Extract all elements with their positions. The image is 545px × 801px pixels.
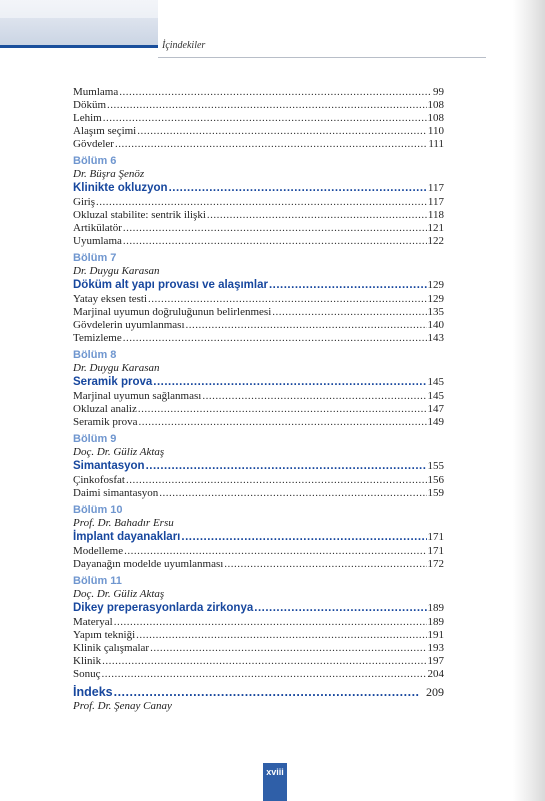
dot-leader (136, 629, 426, 642)
dot-leader (123, 235, 427, 248)
dot-leader (146, 459, 427, 474)
toc-entry-title: Döküm (73, 99, 106, 111)
toc-entry-page: 129 (427, 293, 444, 305)
toc-entry-page: 121 (427, 222, 444, 234)
chapter-heading-title: Seramik prova (73, 376, 153, 388)
index-author: Prof. Dr. Şenay Canay (73, 700, 172, 712)
header-accent-rule (0, 45, 158, 48)
chapter-number: Bölüm 7 (73, 252, 117, 264)
chapter-heading-page: 117 (427, 182, 444, 194)
toc-entry-page: 118 (427, 209, 444, 221)
chapter-author: Dr. Duygu Karasan (73, 362, 160, 374)
toc-entry-title: Klinik çalışmalar (73, 642, 150, 654)
toc-entry-title: Gövdelerin uyumlanması (73, 319, 185, 331)
toc-entry-title: Artikülatör (73, 222, 122, 234)
toc-entry-title: Mumlama (73, 86, 119, 98)
toc-entry-page: 189 (427, 616, 444, 628)
dot-leader (138, 403, 427, 416)
dot-leader (102, 655, 426, 668)
toc-entry-page: 197 (427, 655, 444, 667)
dot-leader (186, 319, 427, 332)
dot-leader (123, 222, 427, 235)
dot-leader (148, 293, 426, 306)
chapter-author: Prof. Dr. Bahadır Ersu (73, 517, 174, 529)
toc-entry-title: Marjinal uyumun doğruluğunun belirlenmesi (73, 306, 272, 318)
toc-entry (73, 558, 444, 571)
dot-leader (123, 332, 427, 345)
toc-entry (73, 222, 444, 235)
dot-leader (124, 545, 426, 558)
chapter-heading (73, 375, 444, 390)
toc-entry-title: Modelleme (73, 545, 124, 557)
toc-entry (73, 403, 444, 416)
toc-entry (73, 390, 444, 403)
toc-entry-page: 108 (427, 99, 444, 111)
toc-entry-page: 140 (427, 319, 444, 331)
chapter-heading-title: Simantasyon (73, 460, 145, 472)
chapter-heading (73, 459, 444, 474)
toc-entry-page: 156 (427, 474, 444, 486)
toc-entry-page: 99 (433, 86, 444, 98)
toc-entry-page: 147 (427, 403, 444, 415)
toc-entry (73, 668, 444, 681)
chapter-heading-title: Döküm alt yapı provası ve alaşımlar (73, 279, 268, 291)
toc-entry-title: Dayanağın modelde uyumlanması (73, 558, 224, 570)
toc-entry-page: 145 (427, 390, 444, 402)
chapter-heading (73, 278, 444, 293)
index-heading (73, 684, 444, 700)
toc-entry (73, 86, 444, 99)
toc-entry (73, 235, 444, 248)
dot-leader (254, 601, 426, 616)
toc-entry (73, 545, 444, 558)
toc-entry (73, 125, 444, 138)
toc-entry (73, 319, 444, 332)
toc-entry (73, 306, 444, 319)
page-number: xviii (266, 767, 284, 777)
chapter-heading (73, 181, 444, 196)
chapter-author: Doç. Dr. Güliz Aktaş (73, 446, 165, 458)
dot-leader (138, 416, 426, 429)
toc-entry (73, 655, 444, 668)
toc-entry-page: 149 (427, 416, 444, 428)
toc-entry-title: Alaşım seçimi (73, 125, 137, 137)
toc-entry-page: 171 (427, 545, 444, 557)
toc-entry (73, 196, 444, 209)
toc-entry-title: Çinkofosfat (73, 474, 125, 486)
chapter-heading-title: İmplant dayanakları (73, 531, 181, 543)
dot-leader (137, 125, 427, 138)
dot-leader (96, 196, 427, 209)
dot-leader (224, 558, 426, 571)
chapter-heading (73, 601, 444, 616)
dot-leader (169, 181, 427, 196)
chapter-number: Bölüm 11 (73, 575, 122, 587)
toc-entry (73, 293, 444, 306)
toc-entry-title: Seramik prova (73, 416, 138, 428)
chapter-author: Dr. Duygu Karasan (73, 265, 160, 277)
toc-entry-title: Lehim (73, 112, 102, 124)
toc-entry-title: Materyal (73, 616, 113, 628)
page-header-title: İçindekiler (162, 40, 206, 51)
dot-leader (202, 390, 426, 403)
header-divider (158, 57, 486, 58)
toc-entry-title: Uyumlama (73, 235, 122, 247)
index-heading-title: İndeks (73, 685, 113, 699)
dot-leader (150, 642, 426, 655)
dot-leader (153, 375, 426, 390)
toc-entry (73, 99, 444, 112)
dot-leader (103, 112, 427, 125)
chapter-heading-page: 189 (427, 602, 444, 614)
chapter-number: Bölüm 9 (73, 433, 117, 445)
dot-leader (107, 99, 427, 112)
toc-entry-page: 159 (427, 487, 444, 499)
page-edge-shadow (513, 0, 545, 801)
chapter-heading-page: 145 (427, 376, 444, 388)
toc-entry-title: Okluzal stabilite: sentrik ilişki (73, 209, 206, 221)
toc-entry (73, 209, 444, 222)
toc-entry-page: 108 (427, 112, 444, 124)
toc-entry-title: Yatay eksen testi (73, 293, 148, 305)
toc-entry (73, 416, 444, 429)
toc-entry-page: 111 (428, 138, 444, 150)
toc-entry-page: 193 (427, 642, 444, 654)
dot-leader (102, 668, 427, 681)
chapter-number: Bölüm 10 (73, 504, 123, 516)
toc-entry-title: Daimi simantasyon (73, 487, 159, 499)
toc-entry-page: 117 (427, 196, 444, 208)
chapter-author: Dr. Büşra Şenöz (73, 168, 145, 180)
toc-entry (73, 642, 444, 655)
dot-leader (119, 86, 432, 99)
toc-entry-title: Okluzal analiz (73, 403, 137, 415)
toc-entry-title: Yapım tekniği (73, 629, 136, 641)
toc-entry-title: Sonuç (73, 668, 101, 680)
toc-entry (73, 138, 444, 151)
chapter-author: Doç. Dr. Güliz Aktaş (73, 588, 165, 600)
dot-leader (115, 138, 427, 151)
chapter-heading-page: 171 (427, 531, 444, 543)
dot-leader (269, 278, 427, 293)
dot-leader (181, 530, 426, 545)
dot-leader (159, 487, 426, 500)
chapter-number: Bölüm 6 (73, 155, 117, 167)
chapter-heading-page: 155 (427, 460, 444, 472)
dot-leader (272, 306, 426, 319)
toc-entry (73, 332, 444, 345)
toc-entry-title: Klinik (73, 655, 102, 667)
index-heading-page: 209 (426, 685, 444, 699)
toc-entry-title: Gövdeler (73, 138, 114, 150)
toc-entry (73, 487, 444, 500)
toc-entry-title: Temizleme (73, 332, 122, 344)
chapter-heading-page: 129 (427, 279, 444, 291)
toc-entry (73, 616, 444, 629)
chapter-heading (73, 530, 444, 545)
toc-entry (73, 474, 444, 487)
toc-entry (73, 629, 444, 642)
dot-leader (207, 209, 427, 222)
chapter-number: Bölüm 8 (73, 349, 117, 361)
toc-entry-page: 191 (427, 629, 444, 641)
header-decoration (0, 0, 158, 48)
toc-entry-page: 110 (427, 125, 444, 137)
toc-entry-page: 135 (427, 306, 444, 318)
toc-entry-page: 143 (427, 332, 444, 344)
toc-entry-title: Marjinal uyumun sağlanması (73, 390, 202, 402)
toc-entry-page: 122 (427, 235, 444, 247)
chapter-heading-title: Klinikte okluzyon (73, 182, 168, 194)
toc-entry-title: Giriş (73, 196, 95, 208)
toc-entry (73, 112, 444, 125)
dot-leader (114, 684, 419, 700)
dot-leader (126, 474, 427, 487)
dot-leader (114, 616, 427, 629)
chapter-heading-title: Dikey preperasyonlarda zirkonya (73, 602, 254, 614)
toc-entry-page: 172 (427, 558, 444, 570)
toc-entry-page: 204 (427, 668, 444, 680)
table-of-contents (73, 86, 444, 713)
